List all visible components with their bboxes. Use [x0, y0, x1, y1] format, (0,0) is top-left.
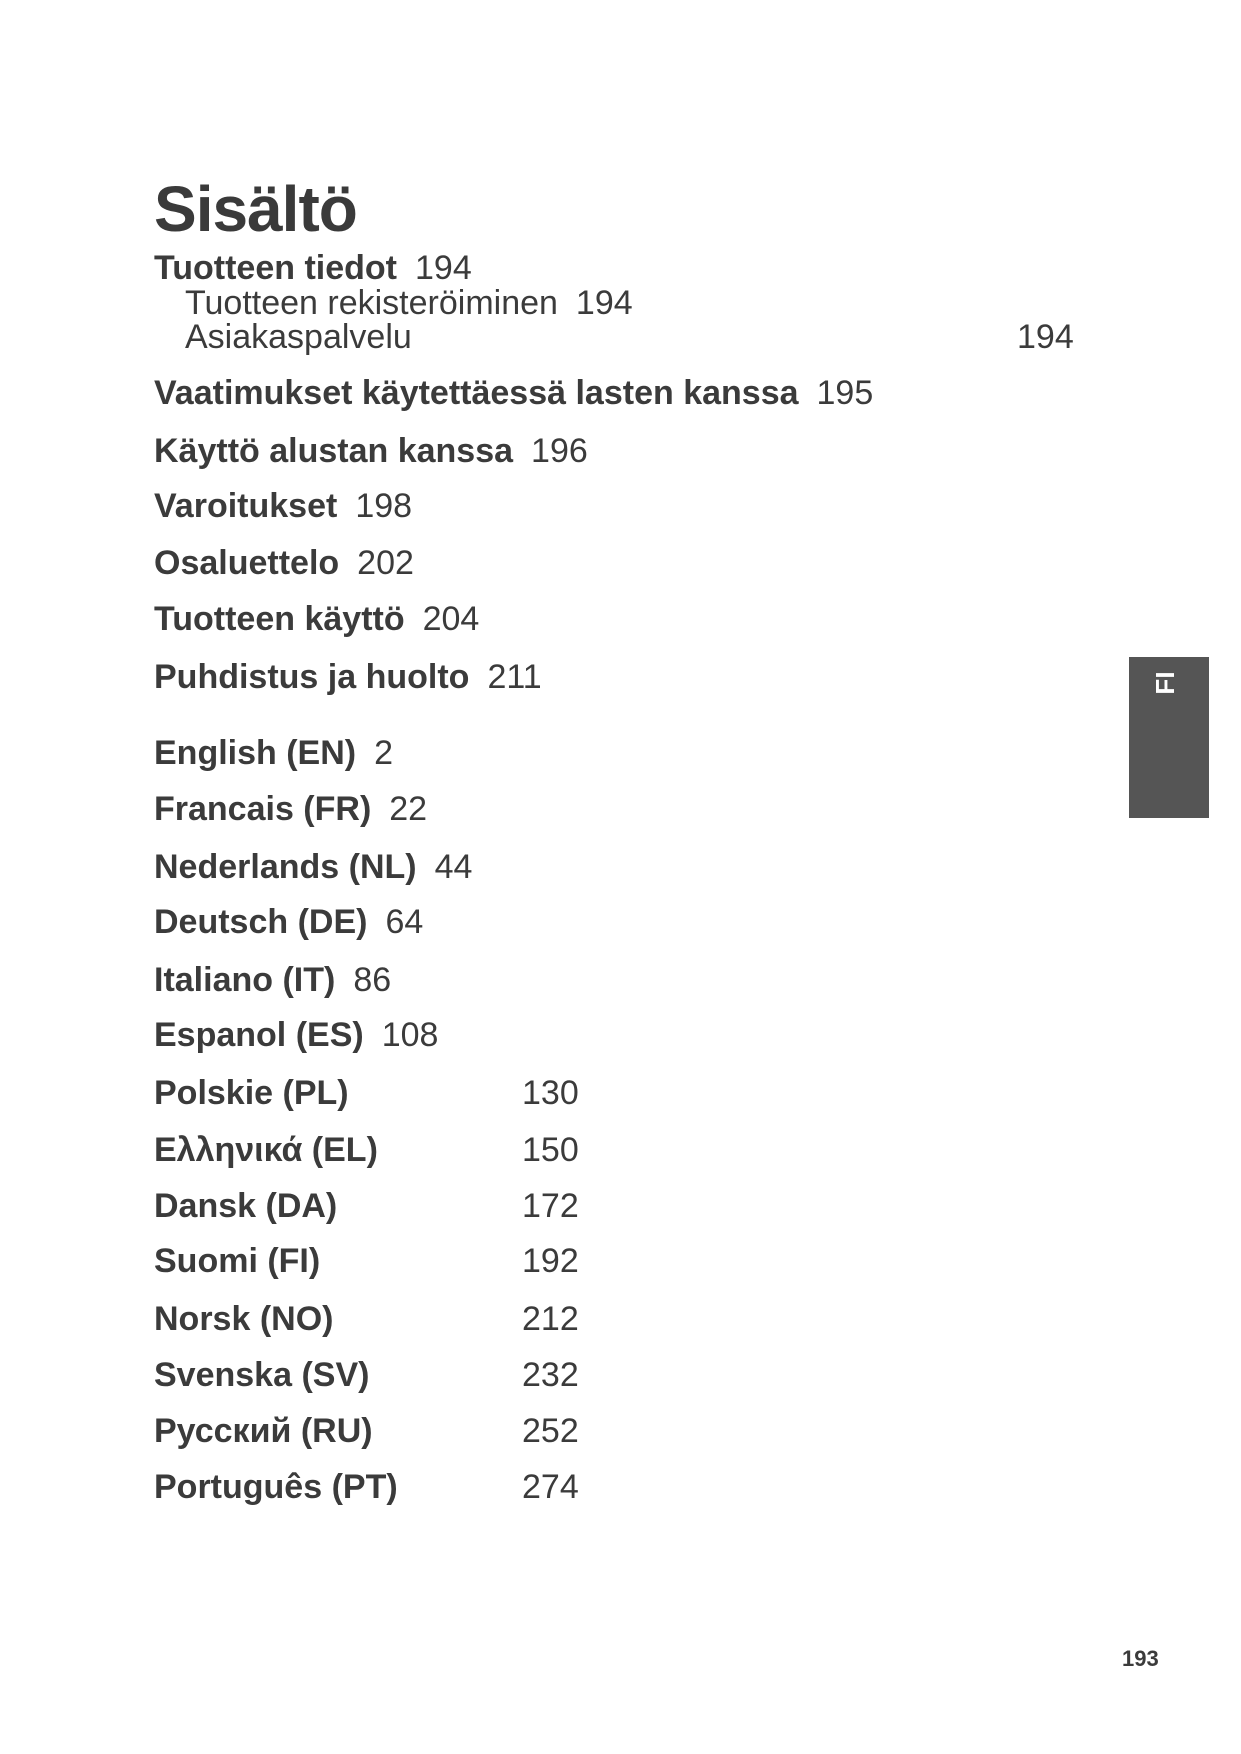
language-page: 44 — [434, 848, 473, 886]
toc-subentry-label: Asiakaspalvelu — [185, 318, 412, 356]
language-label: Nederlands (NL) — [154, 848, 417, 886]
language-page: 192 — [522, 1242, 579, 1280]
language-entry[interactable] — [154, 1015, 438, 1055]
language-page: 252 — [522, 1412, 579, 1450]
language-page: 274 — [522, 1468, 579, 1506]
toc-subentry-label: Tuotteen rekisteröiminen — [185, 284, 558, 322]
language-entry[interactable] — [154, 847, 472, 887]
language-page: 172 — [522, 1187, 579, 1225]
page-number: 193 — [1122, 1646, 1159, 1671]
language-page: 86 — [353, 961, 392, 999]
language-side-tab — [1129, 657, 1209, 818]
language-label[interactable]: Suomi (FI) — [154, 1242, 321, 1280]
language-entry[interactable] — [154, 960, 391, 1000]
toc-entry-label: Vaatimukset käytettäessä lasten kanssa — [154, 374, 799, 412]
language-label[interactable]: Ελληνικά (EL) — [154, 1131, 378, 1169]
language-label[interactable]: Русский (RU) — [154, 1412, 373, 1450]
toc-entry[interactable] — [154, 373, 873, 413]
toc-entry-page: 211 — [487, 658, 542, 696]
toc-entry[interactable] — [154, 486, 412, 526]
toc-entry[interactable] — [154, 543, 414, 583]
language-entry[interactable] — [154, 789, 427, 829]
toc-entry-label: Tuotteen käyttö — [154, 600, 405, 638]
language-label[interactable]: Svenska (SV) — [154, 1356, 370, 1394]
language-page: 108 — [381, 1016, 439, 1054]
toc-subentry-page: 194 — [1017, 318, 1074, 356]
toc-entry-page: 196 — [531, 432, 588, 470]
toc-entry[interactable] — [154, 657, 542, 697]
language-label: Francais (FR) — [154, 790, 372, 828]
language-label[interactable]: Norsk (NO) — [154, 1300, 334, 1338]
language-page: 2 — [374, 734, 394, 772]
toc-entry-page: 198 — [355, 487, 413, 525]
toc-subentry-page: 194 — [575, 284, 633, 322]
language-entry[interactable] — [154, 902, 423, 942]
toc-entry[interactable] — [154, 599, 479, 639]
language-side-tab-label: FI — [1150, 671, 1180, 695]
language-label: Deutsch (DE) — [154, 903, 368, 941]
language-label: Italiano (IT) — [154, 961, 336, 999]
language-label: Espanol (ES) — [154, 1016, 364, 1054]
language-page: 212 — [522, 1300, 579, 1338]
toc-entry-page: 204 — [422, 600, 480, 638]
language-page: 150 — [522, 1131, 579, 1169]
toc-entry-label: Käyttö alustan kanssa — [154, 432, 514, 470]
toc-subentry[interactable] — [185, 318, 412, 356]
language-page: 64 — [385, 903, 424, 941]
language-page: 232 — [522, 1356, 579, 1394]
toc-entry-label: Tuotteen tiedot — [154, 249, 397, 287]
toc-entry[interactable] — [154, 248, 472, 288]
toc-subentry[interactable] — [185, 284, 633, 322]
toc-entry-label: Osaluettelo — [154, 544, 340, 582]
toc-entry[interactable] — [154, 431, 588, 471]
language-label[interactable]: Polskie (PL) — [154, 1074, 349, 1112]
language-label[interactable]: Português (PT) — [154, 1468, 398, 1506]
language-page: 22 — [389, 790, 428, 828]
toc-entry-page: 195 — [816, 374, 874, 412]
language-label[interactable]: Dansk (DA) — [154, 1187, 338, 1225]
toc-entry-page: 202 — [357, 544, 414, 582]
toc-entry-label: Varoitukset — [154, 487, 338, 525]
toc-entry-page: 194 — [415, 249, 472, 287]
language-page: 130 — [522, 1074, 579, 1112]
language-entry[interactable] — [154, 733, 393, 773]
page-title: Sisältö — [154, 173, 357, 245]
toc-entry-label: Puhdistus ja huolto — [154, 658, 470, 696]
language-label: English (EN) — [154, 734, 357, 772]
